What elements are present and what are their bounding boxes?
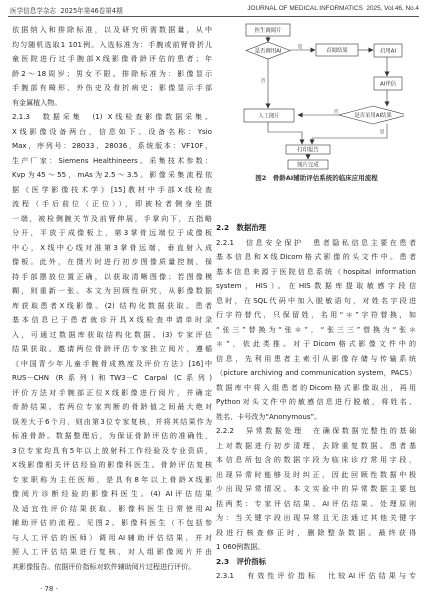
text-line: 依据纳入和排除标准，以及研究所需数据量，从中 [12,25,212,34]
issue-info-cn: 2025年第46卷第4期 [60,7,123,15]
node-ai-assess-label: AI评估 [379,81,397,88]
journal-header-left [10,5,123,15]
edge-label-yes-1: 是 [297,45,303,50]
text-line: 出现异常时能够及时纠正，因此回顾性数据中极 [216,469,416,479]
node-start-label: 医生调阅片 [254,28,282,34]
flowchart-figure [232,20,404,170]
text-line: 均匀随机选取1 101例。入选标准为：手腕或前臂骨折儿 [12,39,212,49]
text-line: 2.3.1 有效性评价指标 比较AI评估结果与专 [216,571,416,580]
text-line: 及适宜性评价结果获取。影像科医生日常使用AI [12,503,212,513]
text-line: 库获取患者X线影像。(2) 结构化数据获取。患者 [12,300,212,310]
text-line: 基本信息已于患者就诊开具X线检查申请单时录 [12,315,212,324]
journal-header-right [247,5,419,12]
figure-caption: 图2 骨龄AI辅助评估系统的临床应用流程 [255,174,378,182]
text-line: 为：当关键字段出现异常且无法通过其他关键字 [216,513,416,522]
text-line: 专家职称为主任医师，是具有8年以上骨龄X线影 [12,474,212,484]
text-line: Python对头文件中的敏感信息进行脱敏，将姓名、 [216,397,416,406]
text-line: 像板。此外，在摄片时进行初步图像质量控制，保 [12,257,212,266]
right-text-column [216,221,416,584]
text-line: 《中国青少年儿童手腕骨成熟度及评价方法》[16]中 [12,358,212,368]
text-line: 2.1.3 数据采集 (1) X线检查影像数据采集。 [12,112,212,121]
text-line: 误差大于6个月，则由第3位专家复核，并将其结果作为 [12,416,212,426]
edge-label-no-2: 否 [333,110,339,115]
text-line: 括两类：专家评估结果、AI评估结果。处理原则 [216,498,416,508]
text-line: RUS－CHN (R系列)和TW3－C Carpal (C系列) [12,373,212,382]
text-line: Max，序列号：28033、28036，系统版本：VF10F， [12,141,212,150]
text-line: 姓名、卡号改为“Anonymous”。 [216,411,322,421]
edge-decision-print [312,124,387,144]
text-line: 其影像报告。依据评价指标对软件辅助阅片过程进行评价。 [12,561,196,571]
text-line: 中心，X线中心线对准第3掌骨远端，垂直射入成 [12,242,212,252]
edge-label-yes-2: 是 [379,130,385,135]
text-line: 辅助评估的流程。见图2。影像科医生（不包括参 [12,518,212,527]
text-line: 2.2.2 异常数据处理 在确保数据完整性的基础 [216,426,416,435]
node-decision-ai-label: 是否调用AI [254,48,282,55]
node-enable-ai-label: 启用AI [379,48,397,55]
journal-name-en: JOURNAL OF MEDICAL INFORMATICS [247,5,363,12]
text-line: Kvp为45～55，mAs为2.5～3.5。影像采集流程依 [12,170,212,179]
text-line: 段进行核查修正时，删除整条数据。最终获得 [216,527,416,537]
journal-name-cn: 医学信息学杂志 [10,7,57,15]
text-line: “张三”替换为“张＊”，“张三三”替换为“张＊ [216,324,416,334]
issue-info-en: 2025, Vol.46, No.4 [366,5,419,12]
text-line: 本信息所包含的数据字段为临床诊疗常用字段， [216,455,416,464]
text-line: 据《医学影像技术学》[15]教材中手部X线检查 [12,184,212,194]
text-line: （picture archiving and communication system，PACS） [216,368,416,377]
text-line: 流程（手后前位（正位）），即被检者侧身坐摄 [12,199,212,208]
text-line: 手腕部有畸形、外伤史及骨折病史；影像显示手部 [12,83,212,92]
text-line: 童医院进行过手腕部X线影像骨龄评估的患者；年 [12,54,212,63]
text-line: system，HIS）。在HIS数据库提取敏感字段信 [216,281,416,290]
text-line: 糊，则重新一张。本文为回顾性研究，从影像数据 [12,286,212,295]
node-first-result-label: 首阅结果 [326,48,348,54]
left-text-column [12,23,212,574]
text-line: 2.3 评价指标 [216,556,267,566]
text-line: 上对数据进行初步清理，去除重复数据。患者基 [216,440,416,450]
text-line: 分开，平放于成像板上，第3掌骨远端位于成像板 [12,228,212,237]
edge-manual-print [268,122,302,144]
text-line: 与人工评估的医师）调用AI辅助评估结果，并对 [12,532,212,542]
text-line: 1 060例数据。 [216,542,265,551]
text-line: 评价方法对手腕部正位X线影像进行阅片，并确定 [12,387,212,397]
text-line: 生产厂家：Siemens Healthineers。采集技术参数： [12,155,212,165]
text-line: 照人工评估结果进行复核，对人组影像阅片并由 [12,547,212,556]
text-line: 数据库中将入组患者的Dicom格式影像取出，再用 [216,382,416,392]
text-line: 一端，被检侧腕关节及前臂伸展，手掌向下，五指略 [12,213,212,223]
text-line: 有金属植入物。 [12,97,62,107]
text-line: 行字符替代，只保留姓，名用“＊”字符替换，如 [216,310,416,319]
text-line: 少出现异常情况。本文实验中的异常数据主要包 [216,484,416,493]
text-line: 2.2.1 信息安全保护 患者隐私信息主要在患者 [216,237,416,247]
text-line: 持手部摆放位置正确，以获取清晰图像；若图像模 [12,271,212,281]
text-line: 入，可通过数据库获取结构化数据。(3) 专家评估 [12,329,212,339]
text-line: 息时，在SQL代码中加入脱敏语句，对姓名字段进 [216,295,416,305]
text-line: 像阅片诊断经验的影像科医生。(4) AI评估结果 [12,489,212,498]
text-line: 2.2 数据治理 [216,223,267,232]
node-finish-label: 阅片完成 [297,162,319,169]
text-line: 龄2～18周岁；男女不限。排除标准为：影像显示 [12,68,212,78]
node-print-report-label: 打印报告 [297,147,319,154]
page-number: · 78 · [40,585,58,593]
text-line: 信息，先利用患者主索引从影像存储与传输系统 [216,353,416,363]
text-line: ＊”，依此类推。对于Dicom格式影像文件中的 [216,339,416,348]
text-line: X线影像设备两台，信息如下。设备名称：Ysio [12,126,212,136]
node-decision-adopt-label: 是否采用AI结果 [354,113,392,119]
text-line: 基本信息来源于医院信息系统（hospital information [216,266,416,276]
text-line: 基本信息和X线Dicom格式影像的头文件中。患者 [216,252,416,261]
node-manual-review-label: 人工阅片 [258,113,280,120]
header-rule [8,16,419,17]
text-line: 结果获取。邀请两位骨龄评估专家独立阅片，遵循 [12,344,212,353]
text-line: 3位专家均具有5年以上放射科工作经验及专业资质， [12,445,212,455]
edge-label-no-1: 否 [260,79,266,84]
text-line: X线影像相关评估经验的影像科医生。骨龄评估复核 [12,460,212,469]
text-line: 标准骨龄。数据整理后，为保证骨龄评估的准确性， [12,431,212,440]
text-line: 骨龄结果。若两位专家判断的骨龄值之间最大绝对 [12,402,212,411]
